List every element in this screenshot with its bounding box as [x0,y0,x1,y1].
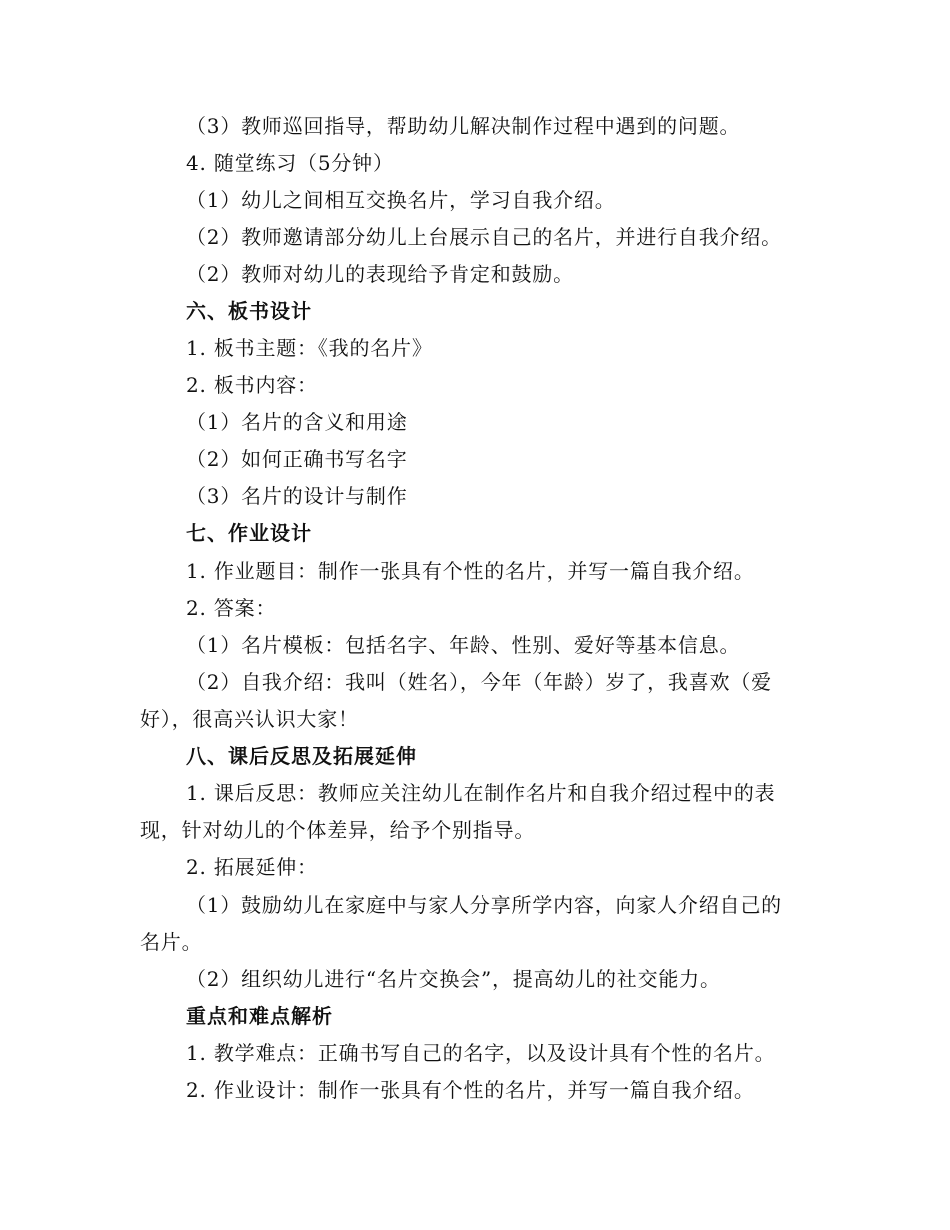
paragraph-line: 2. 板书内容： [186,373,318,397]
section-heading: 重点和难点解析 [186,1004,333,1028]
paragraph-line: （2）如何正确书写名字 [186,447,408,471]
paragraph-line: 1. 作业题目：制作一张具有个性的名片，并写一篇自我介绍。 [186,559,755,583]
paragraph-line: （2）教师对幼儿的表现给予肯定和鼓励。 [186,262,574,286]
paragraph-line: 4. 随堂练习（5分钟） [186,151,394,175]
paragraph-line: 现，针对幼儿的个体差异，给予个别指导。 [140,818,536,842]
paragraph-line: 好），很高兴认识大家！ [140,707,359,731]
paragraph-line: 2. 答案： [186,596,277,620]
section-heading: 七、作业设计 [186,521,312,545]
paragraph-line: （1）名片的含义和用途 [186,410,408,434]
paragraph-line: 1. 板书主题：《我的名片》 [186,336,433,360]
paragraph-line: （2）自我介绍：我叫（姓名），今年（年龄）岁了，我喜欢（爱 [186,670,772,694]
section-heading: 六、板书设计 [186,299,312,323]
paragraph-line: 1. 课后反思：教师应关注幼儿在制作名片和自我介绍过程中的表 [186,781,776,805]
paragraph-line: （3）教师巡回指导，帮助幼儿解决制作过程中遇到的问题。 [186,114,741,138]
paragraph-line: （2）教师邀请部分幼儿上台展示自己的名片，并进行自我介绍。 [186,225,782,249]
paragraph-line: （1）幼儿之间相互交换名片，学习自我介绍。 [186,188,616,212]
paragraph-line: 2. 作业设计：制作一张具有个性的名片，并写一篇自我介绍。 [186,1078,755,1102]
paragraph-line: 1. 教学难点：正确书写自己的名字，以及设计具有个性的名片。 [186,1041,776,1065]
paragraph-line: （3）名片的设计与制作 [186,484,408,508]
section-heading: 八、课后反思及拓展延伸 [186,744,417,768]
paragraph-line: 2. 拓展延伸： [186,855,318,879]
paragraph-line: （1）鼓励幼儿在家庭中与家人分享所学内容，向家人介绍自己的 [186,893,782,917]
paragraph-line: 名片。 [140,930,203,954]
paragraph-line: （1）名片模板：包括名字、年龄、性别、爱好等基本信息。 [186,633,741,657]
paragraph-line: （2）组织幼儿进行“名片交换会”，提高幼儿的社交能力。 [186,967,721,991]
